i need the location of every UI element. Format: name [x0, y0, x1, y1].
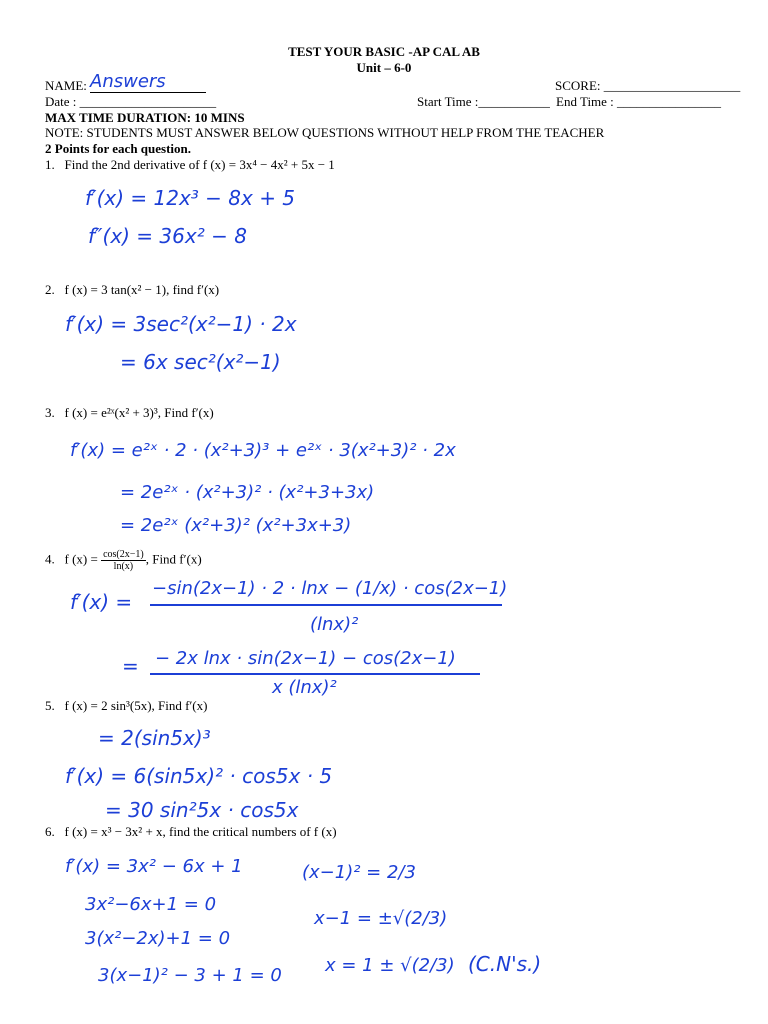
answer-3-line-3: = 2e²ˣ (x²+3)² (x²+3x+3) [120, 515, 352, 536]
answer-5-line-3: = 30 sin²5x · cos5x [105, 798, 299, 822]
answer-6-left-2: 3x²−6x+1 = 0 [85, 894, 217, 915]
answer-6-right-4: (C.N's.) [468, 952, 542, 976]
question-3: 3. f (x) = e²ˣ(x² + 3)³, Find f′(x) [45, 405, 214, 420]
answer-6-right-3: x = 1 ± √(2/3) [325, 955, 455, 976]
answer-4-denominator-1: (lnx)² [310, 614, 359, 635]
name-label: NAME: [45, 78, 87, 93]
start-time-label: Start Time :___________ [417, 94, 550, 109]
answer-5-line-2: f′(x) = 6(sin5x)² · cos5x · 5 [65, 764, 333, 788]
answer-1-line-2: f″(x) = 36x² − 8 [88, 224, 247, 248]
note-text: NOTE: STUDENTS MUST ANSWER BELOW QUESTIONS WITHOUT HELP FROM THE TEACHER [45, 125, 605, 140]
duration-label: MAX TIME DURATION: 10 MINS [45, 110, 245, 125]
answer-4-lhs: f′(x) = [70, 590, 133, 614]
score-label: SCORE: _____________________ [555, 78, 741, 93]
page-title: TEST YOUR BASIC -AP CAL AB [288, 44, 480, 59]
answer-5-line-1: = 2(sin5x)³ [98, 726, 211, 750]
answer-6-left-1: f′(x) = 3x² − 6x + 1 [65, 856, 243, 877]
answer-4-fraction-bar-2 [150, 673, 480, 675]
answer-6-right-1: (x−1)² = 2/3 [302, 862, 416, 883]
question-4: 4. f (x) = $\frac{\cos(2x-1)}{\ln(x)}$ , Find f′(x) [45, 549, 202, 572]
answer-3-line-2: = 2e²ˣ · (x²+3)² · (x²+3+3x) [120, 482, 375, 503]
unit-label: Unit – 6-0 [356, 60, 412, 75]
answer-4-denominator-2: x (lnx)² [272, 677, 337, 698]
answer-4-fraction-bar-1 [150, 604, 502, 606]
answer-6-left-4: 3(x−1)² − 3 + 1 = 0 [98, 965, 282, 986]
points-text: 2 Points for each question. [45, 141, 192, 156]
answer-6-right-2: x−1 = ±√(2/3) [314, 908, 448, 929]
question-4-fraction: $\frac{\cos(2x-1)}{\ln(x)}$ [103, 549, 144, 572]
date-label: Date : _____________________ [45, 94, 217, 109]
end-time-label: End Time : ________________ [556, 94, 722, 109]
answer-2-line-2: = 6x sec²(x²−1) [120, 350, 281, 374]
answer-2-line-1: f′(x) = 3sec²(x²−1) · 2x [65, 312, 297, 336]
question-5: 5. f (x) = 2 sin³(5x), Find f′(x) [45, 698, 208, 713]
answer-1-line-1: f′(x) = 12x³ − 8x + 5 [85, 186, 296, 210]
question-2: 2. f (x) = 3 tan(x² − 1), find f′(x) [45, 282, 220, 297]
question-6: 6. f (x) = x³ − 3x² + x, find the critical numbers of f (x) [45, 824, 337, 839]
question-1: 1. Find the 2nd derivative of f (x) = 3x⁴ − 4x² + 5x − 1 [45, 157, 335, 172]
name-value: Answers [90, 71, 206, 93]
answer-4-numerator-1: −sin(2x−1) · 2 · lnx − (1/x) · cos(2x−1) [152, 578, 508, 599]
answer-6-left-3: 3(x²−2x)+1 = 0 [85, 928, 231, 949]
answer-4-numerator-2: − 2x lnx · sin(2x−1) − cos(2x−1) [155, 648, 456, 669]
answer-4-equals: = [122, 654, 139, 678]
answer-3-line-1: f′(x) = e²ˣ · 2 · (x²+3)³ + e²ˣ · 3(x²+3)² · 2x [70, 440, 456, 461]
